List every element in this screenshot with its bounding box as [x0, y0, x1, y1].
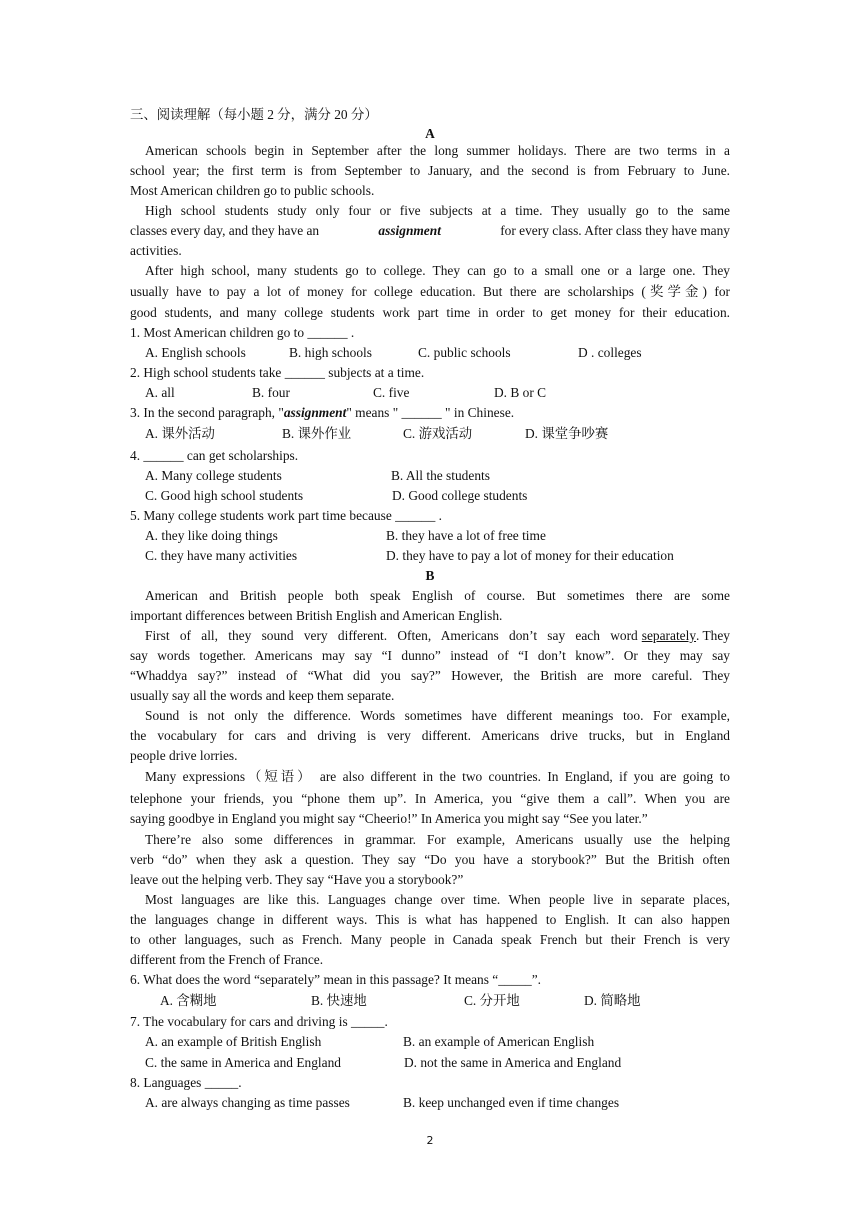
question-7-option-a: A. an example of British English — [145, 1034, 322, 1049]
question-3-option-c: C. 游戏活动 — [403, 426, 473, 441]
passage-b-p5-line1: There’re also some differences in grammar. For example, Americans usually use the helping — [145, 832, 730, 847]
question-1-option-b: B. high schools — [289, 345, 372, 360]
passage-a-heading: A — [425, 126, 435, 141]
passage-b-p6-line3: to other languages, such as French. Many people in Canada speak French but their French is very — [130, 932, 730, 947]
question-1-option-a: A. English schools — [145, 345, 246, 360]
passage-a-p2-line1: High school students study only four or five subjects at a time. They usually go to the same — [145, 203, 730, 218]
question-6-option-d: D. 简略地 — [584, 993, 641, 1008]
passage-b-p2-line4: usually say all the words and keep them separate. — [130, 688, 395, 703]
passage-b-p2-text-a: First of all, they sound very different. Often, Americans don’t say each word — [145, 628, 638, 643]
question-6-stem: 6. What does the word “separately” mean in this passage? It means “_____”. — [130, 972, 542, 987]
question-4-option-b: B. All the students — [391, 468, 490, 483]
question-2-option-c: C. five — [373, 385, 410, 400]
passage-b-p6-line4: different from the French of France. — [130, 952, 324, 967]
passage-a-p2-line3: activities. — [130, 243, 182, 258]
passage-b-p4-line1: Many expressions（短语） are also different in the two countries. In England, if you are going to — [145, 769, 730, 784]
question-3-stem — [130, 403, 730, 423]
question-7-option-d: D. not the same in America and England — [404, 1055, 622, 1070]
question-4-option-a: A. Many college students — [145, 468, 282, 483]
passage-a-p2-text-a: classes every day, and they have an — [130, 223, 320, 238]
question-7-option-c: C. the same in America and England — [145, 1055, 341, 1070]
passage-b-p6-line1: Most languages are like this. Languages change over time. When people live in separate places, — [145, 892, 730, 907]
keyword-assignment: assignment — [378, 223, 441, 238]
passage-b-p1-line2: important differences between British English and American English. — [130, 608, 503, 623]
passage-b-p5-line3: leave out the helping verb. They say “Have you a storybook?” — [130, 872, 464, 887]
question-3-stem-post: " means " ______ " in Chinese. — [346, 405, 515, 420]
question-5-option-c: C. they have many activities — [145, 548, 298, 563]
passage-a-p2-line2 — [130, 221, 730, 241]
question-6-option-b: B. 快速地 — [311, 993, 367, 1008]
passage-a-p1-line3: Most American children go to public schools. — [130, 183, 375, 198]
passage-b-p6-line2: the languages change in different ways. This is what has happened to English. It can also happen — [130, 912, 730, 927]
passage-b-p2-line2: say words together. Americans may say “I dunno” instead of “I don’t know”. Or they may say — [130, 648, 730, 663]
passage-b-p3-line2: the vocabulary for cars and driving is very different. Americans drive trucks, but in England — [130, 728, 730, 743]
question-8-option-b: B. keep unchanged even if time changes — [403, 1095, 620, 1110]
passage-a-p3-line1: After high school, many students go to college. They can go to a small one or a large one. They — [145, 263, 730, 278]
question-6-option-a: A. 含糊地 — [160, 993, 217, 1008]
question-3-keyword: assignment — [283, 405, 347, 420]
question-5-option-d: D. they have to pay a lot of money for their education — [386, 548, 674, 563]
question-2-option-b: B. four — [252, 385, 290, 400]
passage-b-p4-line2: telephone your friends, you “phone them up”. In America, you “give them a call”. When you are — [130, 791, 730, 806]
question-7-stem: 7. The vocabulary for cars and driving is _____. — [130, 1014, 388, 1029]
question-4-option-c: C. Good high school students — [145, 488, 304, 503]
question-2-stem: 2. High school students take ______ subjects at a time. — [130, 365, 425, 380]
question-5-stem: 5. Many college students work part time because ______ . — [130, 508, 442, 523]
question-3-option-a: A. 课外活动 — [145, 426, 215, 441]
passage-b-p2-text-b: . They — [696, 628, 730, 643]
question-4-option-d: D. Good college students — [392, 488, 528, 503]
passage-a-p1-line2: school year; the first term is from September to January, and the second is from February to June. — [130, 163, 730, 178]
passage-b-p2-line3: “Whaddya say?” instead of “What did you say?” However, the British are more careful. They — [130, 668, 730, 683]
question-3-option-d: D. 课堂争吵赛 — [525, 426, 609, 441]
question-1-option-d: D . colleges — [578, 345, 642, 360]
question-4-stem: 4. ______ can get scholarships. — [130, 448, 299, 463]
question-8-stem: 8. Languages _____. — [130, 1075, 242, 1090]
question-5-option-a: A. they like doing things — [145, 528, 278, 543]
passage-b-heading: B — [425, 568, 435, 583]
passage-b-p3-line1: Sound is not only the difference. Words sometimes have different meanings too. For example, — [145, 708, 730, 723]
passage-b-p1-line1: American and British people both speak English of course. But sometimes there are some — [145, 588, 730, 603]
page-number: 2 — [426, 1134, 434, 1147]
passage-b-p5-line2: verb “do” when they ask a question. They say “Do you have a storybook?” But the British often — [130, 852, 730, 867]
question-8-option-a: A. are always changing as time passes — [145, 1095, 350, 1110]
keyword-separately: separately — [641, 628, 697, 643]
section-title: 三、阅读理解（每小题 2 分，满分 20 分） — [130, 107, 378, 122]
question-1-stem: 1. Most American children go to ______ . — [130, 325, 355, 340]
passage-a-p2-text-b: for every class. After class they have many — [500, 223, 730, 238]
passage-b-p4-line3: saying goodbye in England you might say “Cheerio!” In America you might say “See you later.” — [130, 811, 648, 826]
question-6-option-c: C. 分开地 — [464, 993, 520, 1008]
question-3-option-b: B. 课外作业 — [282, 426, 352, 441]
passage-a-p3-line3: good students, and many college students work part time in order to get money for their education. — [130, 305, 730, 320]
passage-b-p2-line1 — [145, 626, 730, 646]
question-3-stem-pre: 3. In the second paragraph, " — [130, 405, 284, 420]
passage-b-p3-line3: people drive lorries. — [130, 748, 238, 763]
question-7-option-b: B. an example of American English — [403, 1034, 595, 1049]
question-2-option-a: A. all — [145, 385, 175, 400]
question-2-option-d: D. B or C — [494, 385, 547, 400]
passage-a-p1-line1: American schools begin in September after the long summer holidays. There are two terms in a — [145, 143, 730, 158]
passage-a-p3-line2: usually have to pay a lot of money for college education. But there are scholarships (奖学金) for — [130, 284, 730, 299]
question-1-option-c: C. public schools — [418, 345, 511, 360]
question-5-option-b: B. they have a lot of free time — [386, 528, 546, 543]
